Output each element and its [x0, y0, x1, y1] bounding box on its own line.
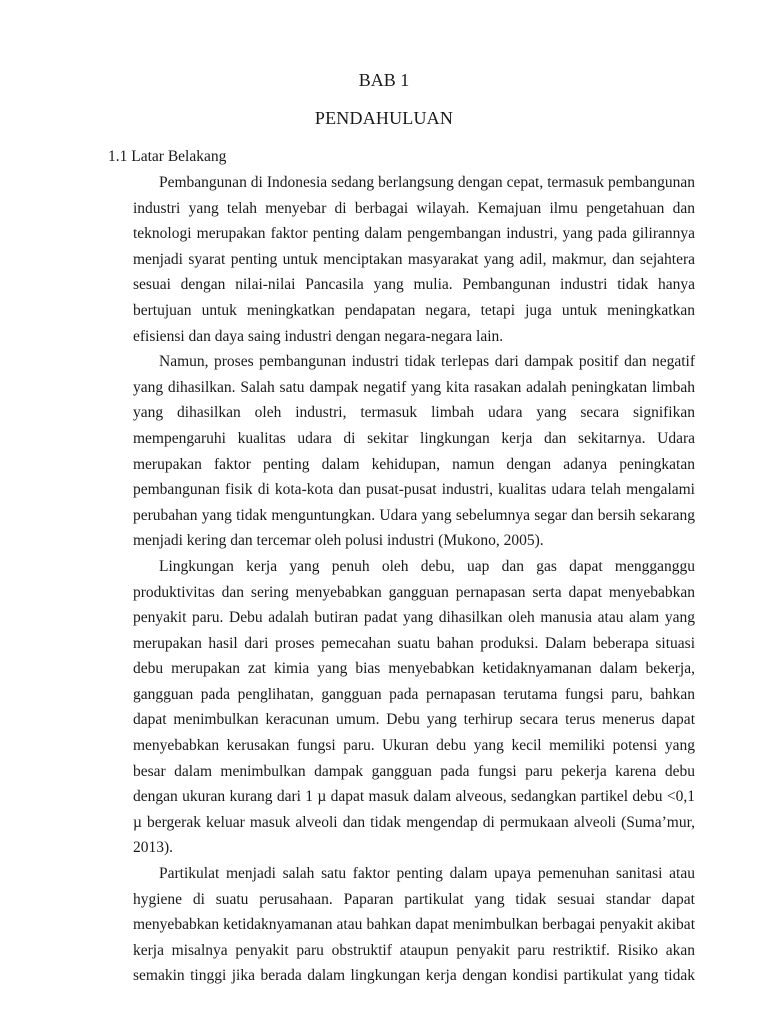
- section-heading: 1.1 Latar Belakang: [108, 148, 227, 165]
- body-text: [133, 170, 695, 989]
- paragraph-1: Pembangunan di Indonesia sedang berlangsung dengan cepat, termasuk pembangunan industri yang telah menyebar di berbagai wilayah. Kemajuan ilmu pengetahuan dan teknologi merupakan faktor penting dalam pengembangan industri, yang pada gilirannya menjadi syarat penting untuk menciptakan masyarakat yang adil, makmur, dan sejahtera sesuai dengan nilai-nilai Pancasila yang mulia. Pembangunan industri tidak hanya bertujuan untuk meningkatkan pendapatan negara, tetapi juga untuk meningkatkan efisiensi dan daya saing industri dengan negara-negara lain.: [133, 174, 695, 345]
- paragraph-2: Namun, proses pembangunan industri tidak terlepas dari dampak positif dan negatif yang dihasilkan. Salah satu dampak negatif yang kita rasakan adalah peningkatan limbah yang dihasilkan oleh industri, termasuk limbah udara yang secara signifikan mempengaruhi kualitas udara di sekitar lingkungan kerja dan sekitarnya. Udara merupakan faktor penting dalam kehidupan, namun dengan adanya peningkatan pembangunan fisik di kota-kota dan pusat-pusat industri, kualitas udara telah mengalami perubahan yang tidak menguntungkan. Udara yang sebelumnya segar dan bersih sekarang menjadi kering dan tercemar oleh polusi industri (Mukono, 2005).: [133, 353, 695, 550]
- chapter-title: PENDAHULUAN: [314, 108, 454, 128]
- paragraph-4: Partikulat menjadi salah satu faktor penting dalam upaya pemenuhan sanitasi atau hygiene di suatu perusahaan. Paparan partikulat yang tidak sesuai standar dapat menyebabkan ketidaknyamanan atau bahkan dapat menimbulkan berbagai penyakit akibat kerja misalnya penyakit paru obstruktif ataupun penyakit paru restriktif. Risiko akan semakin tinggi jika berada dalam lingkungan kerja dengan kondisi partikulat yang tidak: [133, 865, 695, 985]
- paragraph-3: Lingkungan kerja yang penuh oleh debu, uap dan gas dapat mengganggu produktivitas dan sering menyebabkan gangguan pernapasan serta dapat menyebabkan penyakit paru. Debu adalah butiran padat yang dihasilkan oleh manusia atau alam yang merupakan hasil dari proses pemecahan suatu bahan produksi. Dalam beberapa situasi debu merupakan zat kimia yang bias menyebabkan ketidaknyamanan dalam bekerja, gangguan pada penglihatan, gangguan pada pernapasan terutama fungsi paru, bahkan dapat menimbulkan keracunan umum. Debu yang terhirup secara terus menerus dapat menyebabkan kerusakan fungsi paru. Ukuran debu yang kecil memiliki potensi yang besar dalam menimbulkan dampak gangguan pada fungsi paru pekerja karena debu dengan ukuran kurang dari 1 µ dapat masuk dalam alveous, sedangkan partikel debu <0,1 µ bergerak keluar masuk alveoli dan tidak mengendap di permukaan alveoli (Suma’mur, 2013).: [133, 557, 695, 857]
- chapter-number: BAB 1: [358, 70, 410, 90]
